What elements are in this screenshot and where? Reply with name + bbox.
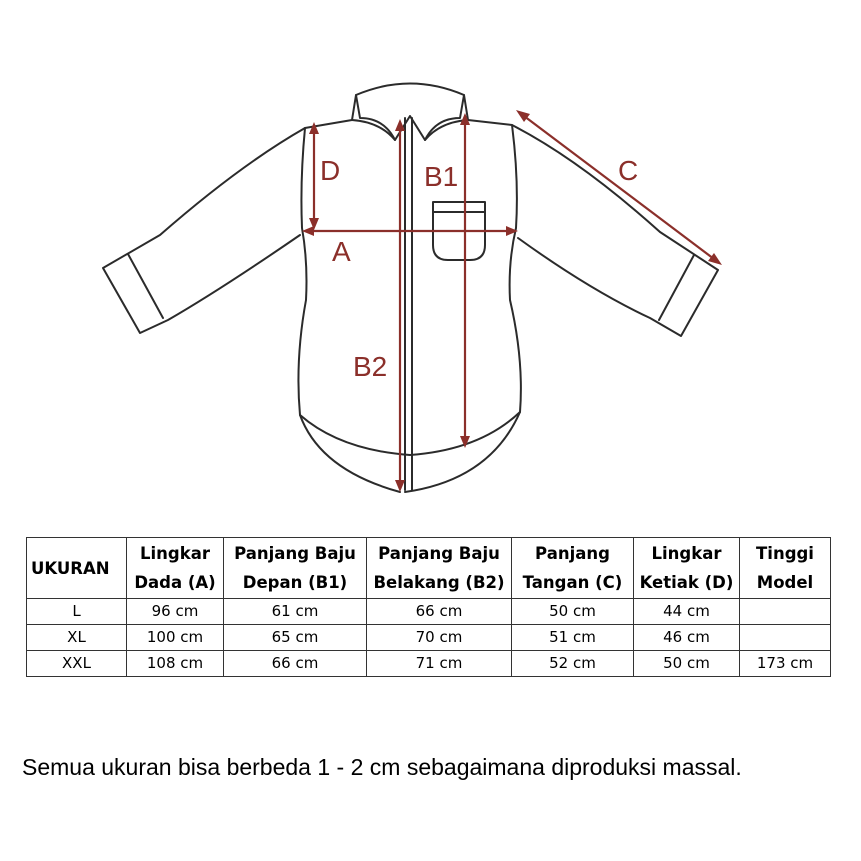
table-row — [27, 625, 831, 651]
cell-sleeve-length: 50 cm — [512, 599, 634, 625]
collar — [356, 84, 464, 141]
header-ukuran: UKURAN — [27, 538, 127, 599]
label-b2: B2 — [353, 351, 388, 382]
right-sleeve — [512, 125, 718, 336]
cell-armhole: 46 cm — [634, 625, 740, 651]
cell-armhole: 50 cm — [634, 651, 740, 677]
cell-front-length: 66 cm — [224, 651, 367, 677]
cell-back-length: 66 cm — [367, 599, 512, 625]
header-lingkar-ketiak: Lingkar Ketiak (D) — [634, 538, 740, 599]
cell-chest: 108 cm — [127, 651, 224, 677]
header-lingkar-dada: Lingkar Dada (A) — [127, 538, 224, 599]
label-d: D — [320, 155, 341, 186]
right-cuff — [659, 255, 694, 320]
cell-chest: 96 cm — [127, 599, 224, 625]
cell-model-height — [740, 625, 831, 651]
cell-front-length: 61 cm — [224, 599, 367, 625]
hem-back — [300, 412, 520, 455]
cell-model-height — [740, 599, 831, 625]
left-sleeve — [103, 128, 305, 333]
measurement-lines — [302, 110, 722, 492]
left-cuff — [128, 254, 163, 318]
header-panjang-tangan: Panjang Tangan (C) — [512, 538, 634, 599]
cell-size: XL — [27, 625, 127, 651]
header-panjang-depan: Panjang Baju Depan (B1) — [224, 538, 367, 599]
cell-armhole: 44 cm — [634, 599, 740, 625]
cell-chest: 100 cm — [127, 625, 224, 651]
cell-back-length: 71 cm — [367, 651, 512, 677]
cell-size: XXL — [27, 651, 127, 677]
measure-c-line — [524, 116, 714, 259]
label-b1: B1 — [424, 161, 459, 192]
cell-model-height: 173 cm — [740, 651, 831, 677]
size-disclaimer-note: Semua ukuran bisa berbeda 1 - 2 cm sebagaimana diproduksi massal. — [22, 754, 742, 780]
label-a: A — [332, 236, 351, 267]
cell-size: L — [27, 599, 127, 625]
header-panjang-belakang: Panjang Baju Belakang (B2) — [367, 538, 512, 599]
shirt-outline — [103, 84, 718, 493]
table-row — [27, 651, 831, 677]
table-row — [27, 599, 831, 625]
label-c: C — [618, 155, 639, 186]
header-tinggi-model: Tinggi Model — [740, 538, 831, 599]
cell-back-length: 70 cm — [367, 625, 512, 651]
cell-front-length: 65 cm — [224, 625, 367, 651]
table-header-row — [27, 538, 831, 599]
size-chart-table — [26, 537, 831, 677]
cell-sleeve-length: 52 cm — [512, 651, 634, 677]
cell-sleeve-length: 51 cm — [512, 625, 634, 651]
